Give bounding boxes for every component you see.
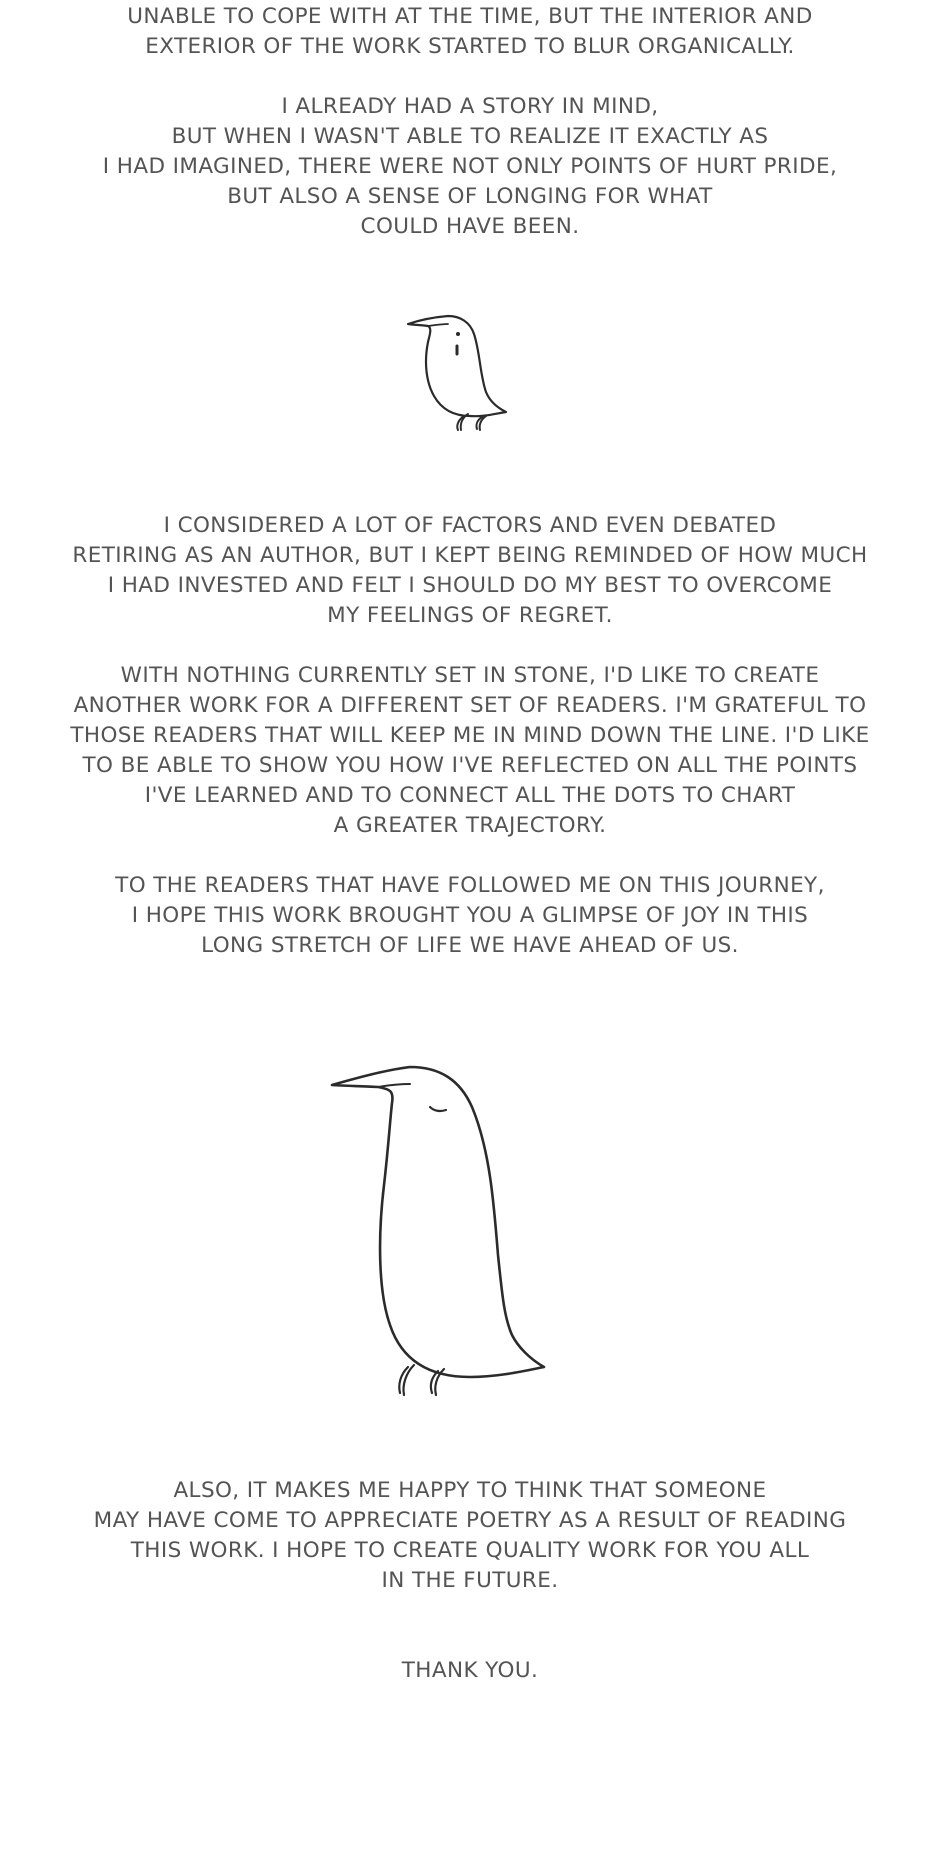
text-line: LONG STRETCH OF LIFE WE HAVE AHEAD OF US. <box>201 933 739 958</box>
text-line: IN THE FUTURE. <box>381 1568 559 1593</box>
text-line: ANOTHER WORK FOR A DIFFERENT SET OF READERS. I'M GRATEFUL TO <box>73 693 867 718</box>
closed-eye-icon <box>430 1107 446 1111</box>
text-line: THOSE READERS THAT WILL KEEP ME IN MIND DOWN THE LINE. I'D LIKE <box>70 723 870 748</box>
text-line: A GREATER TRAJECTORY. <box>333 813 607 838</box>
text-line: EXTERIOR OF THE WORK STARTED TO BLUR ORGANICALLY. <box>145 34 795 59</box>
text-line: I ALREADY HAD A STORY IN MIND, <box>281 94 659 119</box>
text-line: COULD HAVE BEEN. <box>360 214 580 239</box>
text-line: MAY HAVE COME TO APPRECIATE POETRY AS A RESULT OF READING <box>93 1508 847 1533</box>
text-line: ALSO, IT MAKES ME HAPPY TO THINK THAT SOMEONE <box>173 1478 767 1503</box>
text-line: I HAD INVESTED AND FELT I SHOULD DO MY BEST TO OVERCOME <box>107 573 833 598</box>
text-line: I CONSIDERED A LOT OF FACTORS AND EVEN DEBATED <box>163 513 777 538</box>
text-line: TO BE ABLE TO SHOW YOU HOW I'VE REFLECTED ON ALL THE POINTS <box>82 753 858 778</box>
text-line: WITH NOTHING CURRENTLY SET IN STONE, I'D LIKE TO CREATE <box>120 663 820 688</box>
resting-bird-icon <box>320 1055 600 1405</box>
text-line: I HOPE THIS WORK BROUGHT YOU A GLIMPSE OF JOY IN THIS <box>131 903 809 928</box>
text-line: BUT ALSO A SENSE OF LONGING FOR WHAT <box>227 184 713 209</box>
text-line: RETIRING AS AN AUTHOR, BUT I KEPT BEING REMINDED OF HOW MUCH <box>72 543 868 568</box>
crying-bird-icon <box>390 300 540 460</box>
text-line: TO THE READERS THAT HAVE FOLLOWED ME ON THIS JOURNEY, <box>115 873 825 898</box>
text-line: UNABLE TO COPE WITH AT THE TIME, BUT THE INTERIOR AND <box>127 4 813 29</box>
text-line: THIS WORK. I HOPE TO CREATE QUALITY WORK FOR YOU ALL <box>130 1538 810 1563</box>
text-line: BUT WHEN I WASN'T ABLE TO REALIZE IT EXACTLY AS <box>171 124 769 149</box>
text-line: I'VE LEARNED AND TO CONNECT ALL THE DOTS TO CHART <box>144 783 796 808</box>
closing-line: THANK YOU. <box>401 1658 539 1683</box>
text-line: MY FEELINGS OF REGRET. <box>327 603 613 628</box>
text-line: I HAD IMAGINED, THERE WERE NOT ONLY POINTS OF HURT PRIDE, <box>102 154 838 179</box>
